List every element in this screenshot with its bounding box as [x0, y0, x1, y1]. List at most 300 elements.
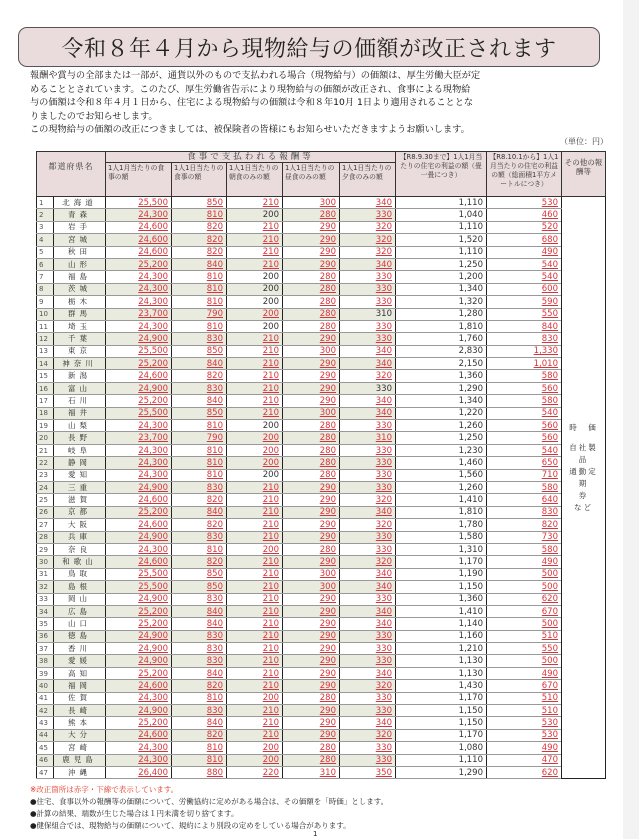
- table-row: [37, 370, 606, 382]
- cell-meal-month: 24,600: [106, 221, 172, 233]
- cell-dinner: 330: [340, 543, 396, 555]
- row-number: 40: [37, 680, 54, 692]
- cell-breakfast: 210: [227, 581, 283, 593]
- cell-housing-old: 1,260: [396, 420, 487, 432]
- cell-breakfast: 210: [227, 246, 283, 258]
- cell-lunch: 300: [283, 345, 340, 357]
- table-row: [37, 296, 606, 308]
- cell-meal-day: 820: [172, 680, 227, 692]
- cell-dinner: 320: [340, 246, 396, 258]
- cell-breakfast: 200: [227, 754, 283, 766]
- cell-meal-month: 24,900: [106, 643, 172, 655]
- cell-breakfast: 210: [227, 643, 283, 655]
- row-number: 33: [37, 593, 54, 605]
- cell-housing-old: 1,430: [396, 680, 487, 692]
- cell-housing-old: 1,360: [396, 370, 487, 382]
- row-number: 9: [37, 296, 54, 308]
- prefecture-name: 三重: [54, 481, 106, 493]
- cell-meal-day: 830: [172, 643, 227, 655]
- cell-housing-new: 670: [487, 605, 562, 617]
- cell-lunch: 280: [283, 742, 340, 754]
- table-row: [37, 692, 606, 704]
- cell-housing-new: 490: [487, 556, 562, 568]
- table-row: [37, 655, 606, 667]
- table-row: [37, 605, 606, 617]
- prefecture-name: 新潟: [54, 370, 106, 382]
- cell-housing-old: 1,170: [396, 556, 487, 568]
- cell-housing-new: 530: [487, 717, 562, 729]
- cell-housing-new: 510: [487, 705, 562, 717]
- cell-housing-old: 1,170: [396, 729, 487, 741]
- cell-meal-month: 24,600: [106, 370, 172, 382]
- prefecture-name: 千葉: [54, 333, 106, 345]
- cell-housing-old: 1,780: [396, 519, 487, 531]
- cell-meal-day: 840: [172, 506, 227, 518]
- cell-breakfast: 200: [227, 432, 283, 444]
- table-row: [37, 395, 606, 407]
- cell-breakfast: 200: [227, 457, 283, 469]
- unit-label: （単位：円）: [560, 137, 608, 146]
- other-compensation-text: 通勤定期: [569, 466, 598, 488]
- cell-meal-day: 830: [172, 382, 227, 394]
- table-row: [37, 556, 606, 568]
- prefecture-name: 京都: [54, 506, 106, 518]
- table-row: [37, 358, 606, 370]
- cell-housing-new: 560: [487, 420, 562, 432]
- prefecture-name: 大阪: [54, 519, 106, 531]
- table-row: [37, 494, 606, 506]
- cell-lunch: 300: [283, 581, 340, 593]
- cell-housing-old: 1,810: [396, 506, 487, 518]
- cell-meal-day: 830: [172, 481, 227, 493]
- cell-housing-old: 1,280: [396, 308, 487, 320]
- row-number: 30: [37, 556, 54, 568]
- row-number: 20: [37, 432, 54, 444]
- cell-lunch: 290: [283, 729, 340, 741]
- header-prefecture: 都道府県名: [37, 152, 106, 197]
- cell-dinner: 340: [340, 618, 396, 630]
- row-number: 10: [37, 308, 54, 320]
- cell-meal-month: 24,600: [106, 556, 172, 568]
- cell-meal-day: 830: [172, 593, 227, 605]
- row-number: 21: [37, 444, 54, 456]
- cell-housing-new: 620: [487, 766, 562, 778]
- cell-meal-day: 810: [172, 283, 227, 295]
- cell-dinner: 340: [340, 717, 396, 729]
- cell-meal-month: 25,200: [106, 667, 172, 679]
- table-row: [37, 667, 606, 679]
- row-number: 11: [37, 320, 54, 332]
- cell-dinner: 330: [340, 382, 396, 394]
- table-row: [37, 630, 606, 642]
- cell-housing-old: 1,290: [396, 766, 487, 778]
- prefecture-name: 高知: [54, 667, 106, 679]
- cell-meal-month: 24,300: [106, 209, 172, 221]
- cell-dinner: 320: [340, 556, 396, 568]
- table-row: [37, 766, 606, 778]
- cell-lunch: 290: [283, 246, 340, 258]
- cell-meal-day: 810: [172, 742, 227, 754]
- other-compensation-text: 時 価: [569, 422, 598, 432]
- cell-housing-old: 1,110: [396, 754, 487, 766]
- cell-dinner: 320: [340, 370, 396, 382]
- page-title: 令和８年４月から現物給与の価額が改正されます: [61, 36, 557, 62]
- row-number: 3: [37, 221, 54, 233]
- table-row: [37, 382, 606, 394]
- cell-lunch: 280: [283, 296, 340, 308]
- cell-meal-month: 24,900: [106, 531, 172, 543]
- cell-housing-old: 1,040: [396, 209, 487, 221]
- cell-housing-new: 580: [487, 543, 562, 555]
- row-number: 22: [37, 457, 54, 469]
- cell-meal-day: 820: [172, 221, 227, 233]
- cell-lunch: 310: [283, 766, 340, 778]
- prefecture-name: 奈良: [54, 543, 106, 555]
- cell-meal-month: 24,300: [106, 742, 172, 754]
- cell-meal-day: 850: [172, 581, 227, 593]
- header-meal-day: 1人1日当たりの食事の額: [172, 163, 227, 197]
- cell-breakfast: 210: [227, 531, 283, 543]
- cell-meal-month: 25,200: [106, 358, 172, 370]
- cell-meal-day: 820: [172, 519, 227, 531]
- cell-breakfast: 210: [227, 605, 283, 617]
- cell-meal-month: 25,200: [106, 618, 172, 630]
- cell-dinner: 310: [340, 432, 396, 444]
- cell-meal-day: 790: [172, 432, 227, 444]
- table-row: [37, 432, 606, 444]
- cell-housing-new: 460: [487, 209, 562, 221]
- cell-meal-month: 24,300: [106, 543, 172, 555]
- cell-housing-new: 1,330: [487, 345, 562, 357]
- cell-dinner: 340: [340, 395, 396, 407]
- intro-line: この現物給与の価額の改正につきましては、被保険者の皆様にもお知らせいただきますようお願いします。: [30, 124, 470, 135]
- cell-dinner: 320: [340, 494, 396, 506]
- prefecture-name: 群馬: [54, 308, 106, 320]
- header-meal-group: 食事で支払われる報酬等: [106, 152, 396, 163]
- cell-dinner: 330: [340, 420, 396, 432]
- cell-lunch: 290: [283, 382, 340, 394]
- cell-meal-day: 830: [172, 333, 227, 345]
- cell-housing-old: 2,150: [396, 358, 487, 370]
- cell-housing-old: 1,580: [396, 531, 487, 543]
- row-number: 37: [37, 643, 54, 655]
- cell-lunch: 280: [283, 469, 340, 481]
- prefecture-name: 茨城: [54, 283, 106, 295]
- cell-lunch: 280: [283, 432, 340, 444]
- cell-meal-day: 830: [172, 531, 227, 543]
- cell-housing-new: 510: [487, 630, 562, 642]
- cell-dinner: 340: [340, 506, 396, 518]
- cell-meal-day: 840: [172, 605, 227, 617]
- cell-breakfast: 210: [227, 407, 283, 419]
- note-item: ●計算の結果、端数が生じた場合は１円未満を切り捨てます。: [30, 809, 239, 818]
- cell-meal-month: 24,300: [106, 271, 172, 283]
- row-number: 8: [37, 283, 54, 295]
- cell-meal-month: 24,900: [106, 481, 172, 493]
- cell-meal-month: 25,200: [106, 506, 172, 518]
- cell-dinner: 340: [340, 568, 396, 580]
- cell-meal-day: 830: [172, 705, 227, 717]
- prefecture-name: 熊本: [54, 717, 106, 729]
- table-row: [37, 308, 606, 320]
- cell-breakfast: 200: [227, 271, 283, 283]
- cell-breakfast: 200: [227, 444, 283, 456]
- cell-meal-month: 24,600: [106, 234, 172, 246]
- intro-line: めることとされています。このたび、厚生労働省告示により現物給与の価額が改正され、食事による現物給: [30, 83, 471, 95]
- cell-lunch: 290: [283, 618, 340, 630]
- other-compensation-text: 自社製品: [569, 442, 598, 464]
- table-row: [37, 320, 606, 332]
- cell-meal-day: 810: [172, 420, 227, 432]
- cell-meal-month: 24,900: [106, 382, 172, 394]
- cell-housing-old: 1,360: [396, 593, 487, 605]
- prefecture-name: 岐阜: [54, 444, 106, 456]
- cell-dinner: 330: [340, 481, 396, 493]
- prefecture-name: 長崎: [54, 705, 106, 717]
- cell-dinner: 330: [340, 705, 396, 717]
- row-number: 32: [37, 581, 54, 593]
- cell-dinner: 330: [340, 333, 396, 345]
- cell-breakfast: 200: [227, 320, 283, 332]
- header-other: その他の報酬等: [562, 152, 606, 197]
- cell-meal-month: 25,500: [106, 581, 172, 593]
- cell-lunch: 280: [283, 692, 340, 704]
- prefecture-name: 石川: [54, 395, 106, 407]
- cell-lunch: 290: [283, 680, 340, 692]
- row-number: 6: [37, 258, 54, 270]
- cell-dinner: 330: [340, 283, 396, 295]
- cell-dinner: 330: [340, 320, 396, 332]
- header-housing-new: 【R8.10.1から】1人1月当たりの住宅の利益の額（総面積1平方メートルにつき）: [487, 152, 562, 197]
- cell-housing-new: 590: [487, 296, 562, 308]
- cell-lunch: 290: [283, 667, 340, 679]
- cell-housing-old: 1,410: [396, 605, 487, 617]
- cell-meal-day: 820: [172, 246, 227, 258]
- cell-housing-old: 2,830: [396, 345, 487, 357]
- price-table: [36, 151, 606, 779]
- cell-housing-old: 1,310: [396, 543, 487, 555]
- other-compensation-text: 券: [578, 490, 589, 500]
- table-row: [37, 271, 606, 283]
- cell-meal-day: 850: [172, 197, 227, 209]
- prefecture-name: 宮城: [54, 234, 106, 246]
- cell-housing-new: 490: [487, 246, 562, 258]
- table-row: [37, 531, 606, 543]
- cell-meal-day: 850: [172, 407, 227, 419]
- cell-meal-day: 850: [172, 345, 227, 357]
- cell-housing-old: 1,160: [396, 630, 487, 642]
- cell-dinner: 350: [340, 766, 396, 778]
- cell-housing-old: 1,460: [396, 457, 487, 469]
- cell-housing-new: 470: [487, 754, 562, 766]
- cell-lunch: 280: [283, 543, 340, 555]
- table-row: [37, 197, 606, 209]
- cell-breakfast: 210: [227, 593, 283, 605]
- cell-housing-new: 490: [487, 667, 562, 679]
- cell-meal-month: 24,900: [106, 705, 172, 717]
- cell-housing-new: 1,010: [487, 358, 562, 370]
- cell-dinner: 340: [340, 605, 396, 617]
- prefecture-name: 東京: [54, 345, 106, 357]
- cell-housing-old: 1,170: [396, 692, 487, 704]
- prefecture-name: 香川: [54, 643, 106, 655]
- cell-dinner: 330: [340, 742, 396, 754]
- cell-housing-new: 540: [487, 271, 562, 283]
- cell-lunch: 290: [283, 481, 340, 493]
- cell-dinner: 330: [340, 643, 396, 655]
- cell-housing-old: 1,250: [396, 258, 487, 270]
- cell-meal-day: 820: [172, 370, 227, 382]
- table-row: [37, 717, 606, 729]
- table-row: [37, 543, 606, 555]
- cell-breakfast: 210: [227, 481, 283, 493]
- table-row: [37, 643, 606, 655]
- row-number: 44: [37, 729, 54, 741]
- scrollbar[interactable]: [623, 0, 639, 839]
- cell-breakfast: 210: [227, 395, 283, 407]
- cell-housing-new: 530: [487, 197, 562, 209]
- table-row: [37, 420, 606, 432]
- cell-breakfast: 200: [227, 420, 283, 432]
- prefecture-name: 島根: [54, 581, 106, 593]
- cell-breakfast: 210: [227, 568, 283, 580]
- row-number: 26: [37, 506, 54, 518]
- cell-housing-new: 830: [487, 506, 562, 518]
- cell-housing-old: 1,190: [396, 568, 487, 580]
- cell-lunch: 280: [283, 209, 340, 221]
- cell-meal-day: 820: [172, 729, 227, 741]
- cell-meal-day: 840: [172, 358, 227, 370]
- cell-meal-month: 24,300: [106, 754, 172, 766]
- page-number: 1: [313, 830, 318, 838]
- cell-housing-old: 1,130: [396, 667, 487, 679]
- cell-meal-day: 820: [172, 556, 227, 568]
- prefecture-name: 岩手: [54, 221, 106, 233]
- cell-housing-new: 530: [487, 729, 562, 741]
- table-row: [37, 407, 606, 419]
- cell-housing-new: 580: [487, 370, 562, 382]
- cell-lunch: 290: [283, 593, 340, 605]
- cell-meal-month: 24,300: [106, 320, 172, 332]
- header-housing-old: 【R8.9.30まで】1人1月当たりの住宅の利益の額（畳一畳につき）: [396, 152, 487, 197]
- cell-dinner: 330: [340, 271, 396, 283]
- cell-dinner: 340: [340, 667, 396, 679]
- cell-housing-new: 560: [487, 382, 562, 394]
- title-banner: [18, 27, 600, 67]
- prefecture-name: 愛知: [54, 469, 106, 481]
- cell-dinner: 330: [340, 754, 396, 766]
- cell-breakfast: 200: [227, 692, 283, 704]
- cell-meal-month: 24,900: [106, 333, 172, 345]
- cell-housing-new: 540: [487, 407, 562, 419]
- cell-dinner: 330: [340, 469, 396, 481]
- prefecture-name: 福島: [54, 271, 106, 283]
- cell-lunch: 300: [283, 568, 340, 580]
- table-row: [37, 469, 606, 481]
- table-row: [37, 221, 606, 233]
- prefecture-name: 山形: [54, 258, 106, 270]
- cell-lunch: 290: [283, 234, 340, 246]
- cell-meal-day: 810: [172, 754, 227, 766]
- table-row: [37, 258, 606, 270]
- cell-breakfast: 200: [227, 209, 283, 221]
- cell-meal-day: 880: [172, 766, 227, 778]
- cell-housing-new: 620: [487, 593, 562, 605]
- cell-lunch: 280: [283, 271, 340, 283]
- prefecture-name: 徳島: [54, 630, 106, 642]
- cell-meal-day: 810: [172, 320, 227, 332]
- cell-meal-month: 24,900: [106, 655, 172, 667]
- cell-meal-month: 24,300: [106, 457, 172, 469]
- row-number: 42: [37, 705, 54, 717]
- cell-housing-old: 1,340: [396, 395, 487, 407]
- cell-lunch: 290: [283, 519, 340, 531]
- table-row: [37, 705, 606, 717]
- prefecture-name: 鳥取: [54, 568, 106, 580]
- cell-dinner: 340: [340, 407, 396, 419]
- cell-housing-new: 820: [487, 519, 562, 531]
- cell-lunch: 290: [283, 370, 340, 382]
- cell-breakfast: 210: [227, 655, 283, 667]
- header-breakfast: 1人1日当たりの朝食のみの額: [227, 163, 283, 197]
- row-number: 4: [37, 234, 54, 246]
- cell-meal-day: 850: [172, 568, 227, 580]
- cell-housing-new: 600: [487, 283, 562, 295]
- row-number: 15: [37, 370, 54, 382]
- prefecture-name: 秋田: [54, 246, 106, 258]
- cell-housing-old: 1,220: [396, 407, 487, 419]
- cell-meal-month: 25,500: [106, 568, 172, 580]
- cell-meal-month: 25,200: [106, 395, 172, 407]
- intro-line: 報酬や賞与の全部または一部が、通貨以外のもので支払われる場合（現物給与）の価額は、厚生労働大臣が定: [30, 70, 481, 81]
- note-item: ●健保組合では、現物給与の価額について、規約により別段の定めをしている場合があります。: [30, 821, 351, 830]
- table-row: [37, 246, 606, 258]
- cell-breakfast: 210: [227, 494, 283, 506]
- cell-housing-new: 710: [487, 469, 562, 481]
- cell-dinner: 330: [340, 630, 396, 642]
- cell-housing-old: 1,110: [396, 221, 487, 233]
- cell-lunch: 290: [283, 630, 340, 642]
- row-number: 35: [37, 618, 54, 630]
- prefecture-name: 兵庫: [54, 531, 106, 543]
- cell-meal-day: 820: [172, 494, 227, 506]
- cell-meal-day: 840: [172, 395, 227, 407]
- cell-housing-new: 500: [487, 618, 562, 630]
- cell-meal-month: 25,500: [106, 345, 172, 357]
- cell-meal-month: 25,200: [106, 717, 172, 729]
- cell-dinner: 330: [340, 296, 396, 308]
- row-number: 45: [37, 742, 54, 754]
- prefecture-name: 滋賀: [54, 494, 106, 506]
- cell-housing-new: 680: [487, 234, 562, 246]
- cell-meal-day: 820: [172, 234, 227, 246]
- cell-dinner: 330: [340, 209, 396, 221]
- table-row: [37, 729, 606, 741]
- cell-housing-new: 550: [487, 308, 562, 320]
- cell-housing-new: 490: [487, 742, 562, 754]
- cell-meal-month: 24,300: [106, 444, 172, 456]
- cell-dinner: 330: [340, 457, 396, 469]
- prefecture-name: 愛媛: [54, 655, 106, 667]
- cell-housing-new: 510: [487, 692, 562, 704]
- cell-meal-month: 23,700: [106, 308, 172, 320]
- cell-breakfast: 200: [227, 308, 283, 320]
- cell-lunch: 290: [283, 333, 340, 345]
- prefecture-name: 埼玉: [54, 320, 106, 332]
- cell-housing-old: 1,210: [396, 643, 487, 655]
- cell-meal-day: 810: [172, 209, 227, 221]
- cell-meal-month: 25,200: [106, 605, 172, 617]
